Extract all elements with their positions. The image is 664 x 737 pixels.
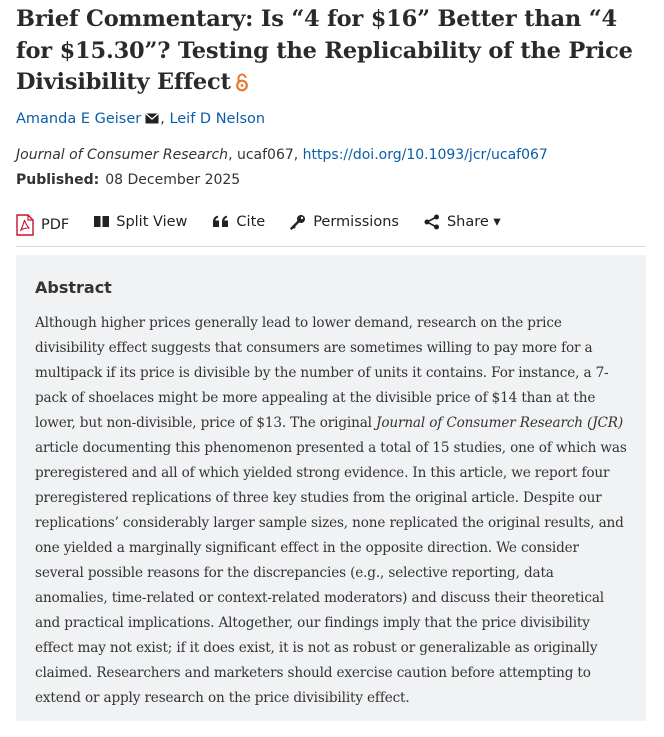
article-title	[16, 4, 646, 102]
quote-icon	[212, 215, 229, 228]
abstract-heading: Abstract	[35, 277, 112, 297]
pdf-button[interactable]	[16, 214, 69, 236]
article-page	[16, 0, 646, 721]
published-label: Published:	[16, 171, 100, 188]
doi-link[interactable]: https://doi.org/10.1093/jcr/ucaf067	[302, 146, 548, 163]
share-label: Share ▾	[446, 213, 501, 230]
citation-line	[16, 145, 646, 165]
open-access-icon	[235, 70, 249, 102]
envelope-icon[interactable]	[145, 110, 159, 130]
abstract-journal-italic: Journal of Consumer Research (JCR)	[376, 414, 623, 431]
author-list	[16, 109, 646, 130]
split-view-label: Split View	[116, 213, 188, 230]
permissions-label: Permissions	[313, 213, 399, 230]
author-separator: ,	[160, 110, 170, 127]
pdf-icon	[16, 214, 34, 236]
cite-label: Cite	[236, 213, 266, 230]
key-icon	[290, 214, 306, 230]
split-view-icon	[94, 215, 109, 228]
pdf-label: PDF	[41, 216, 70, 233]
share-icon	[424, 214, 440, 230]
abstract-text	[35, 311, 627, 711]
abstract-text-part-2: article documenting this phenomenon presented a total of 15 studies, one of which was preregistered and all of which yielded strong evidence. In this article, we report four preregistered replications of three key studies from the original article. Despite our replications’ considerably larger sample sizes, none replicated the original results, and one yielded a marginally significant effect in the opposite direction. We consider several possible reasons for the discrepancies (e.g., selective reporting, data anomalies, time-related or context-related moderators) and discuss their theoretical and practical implications. Altogether, our findings imply that the price divisibility effect may not exist; if it does exist, it is not as robust or generalizable as originally claimed. Researchers and marketers should exercise caution before attempting to extend or apply research on the price divisibility effect.	[35, 439, 627, 706]
abstract-text-part-1: Although higher prices generally lead to lower demand, research on the price divisibility effect suggests that consumers are sometimes willing to pay more for a multipack if its price is divisible by the number of units it contains. For instance, a 7-pack of shoelaces might be more appealing at the divisible price of $14 than at the lower, but non-divisible, price of $13. The original	[35, 314, 609, 431]
permissions-button[interactable]	[290, 214, 399, 230]
cite-button[interactable]	[212, 214, 265, 230]
author-link-1[interactable]: Amanda E Geiser	[16, 110, 142, 127]
published-line	[16, 170, 646, 190]
article-toolbar	[16, 214, 646, 247]
author-link-2[interactable]: Leif D Nelson	[169, 110, 266, 127]
article-id: , ucaf067,	[228, 146, 303, 163]
published-date: 08 December 2025	[105, 171, 241, 188]
abstract-section	[16, 255, 646, 721]
article-title-text: Brief Commentary: Is “4 for $16” Better than “4 for $15.30”? Testing the Replicability of the Price Divisibility Effect	[16, 6, 633, 95]
share-button[interactable]	[424, 214, 501, 230]
split-view-button[interactable]	[94, 214, 187, 230]
journal-name: Journal of Consumer Research	[16, 146, 229, 163]
